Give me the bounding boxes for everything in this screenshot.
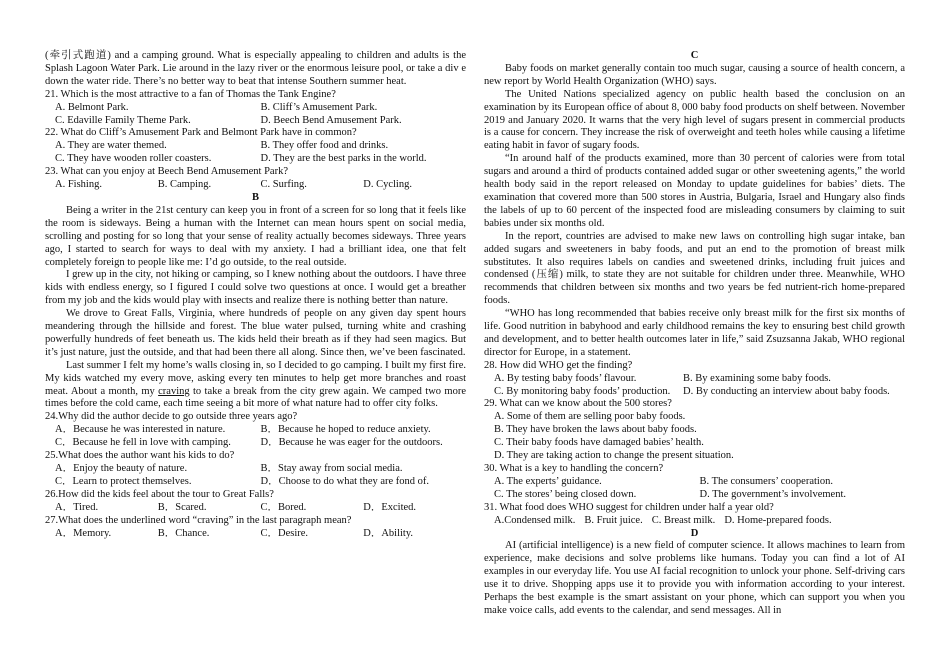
passage-c-para-1: Baby foods on market generally contain too much sugar, causing a source of health concern, a new report by World Health Organization (WHO) says.	[484, 62, 905, 87]
question-25: 25.What does the author want his kids to do?	[45, 450, 235, 462]
left-column	[45, 50, 466, 540]
passage-b-para-4	[45, 360, 466, 412]
option-30c: C. The stores’ being closed down.	[494, 488, 637, 500]
option-25a: A．Enjoy the beauty of nature.	[55, 463, 188, 474]
option-30a: A. The experts’ guidance.	[494, 475, 602, 487]
option-23b: B. Camping.	[157, 179, 212, 191]
option-23a: A. Fishing.	[55, 179, 102, 191]
question-23-options	[45, 179, 466, 192]
question-25-options	[45, 463, 466, 489]
section-b-heading: B	[251, 191, 259, 203]
right-column	[484, 50, 905, 618]
option-21a: A. Belmont Park.	[55, 101, 129, 113]
option-31a: A.Condensed milk.	[494, 514, 576, 526]
question-28: 28. How did WHO get the finding?	[484, 359, 633, 371]
option-30d: D. The government’s involvement.	[699, 488, 846, 500]
passage-d-para-1: AI (artificial intelligence) is a new field of computer science. It allows machines to learn from experience, make decisions and solve problems like humans. Today you can find a lot of AI examples in our everyday life. You use AI facial recognition to unlock your phone. Self-driving cars use it to drive. Shopping apps use it to provide you with information according to your interest. Perhaps the best example is the smart assistant on your phone, which can support you when you make voice calls, add events to the calendar, and send messages. All in	[484, 540, 905, 616]
option-25b: B．Stay away from social media.	[260, 463, 403, 474]
option-22d: D. They are the best parks in the world.	[260, 153, 427, 165]
option-28d: D. By conducting an interview about baby foods.	[683, 385, 890, 397]
option-24d: D．Because he was eager for the outdoors.	[260, 437, 443, 449]
passage-c-para-2: The United Nations specialized agency on public health based the conclusion on an examination by its European office of about 8, 000 baby food products on shelf between. November 2019 and January 2020. It warns that the very high level of sugars present in commercial products is a cause for concern. They increase the risk of overweight and teeth holes while causing a lifetime eating habit in favor of sugary foods.	[484, 88, 905, 152]
option-28c: C. By monitoring baby foods’ production.	[494, 385, 671, 397]
option-25c: C．Learn to protect themselves.	[55, 475, 192, 487]
question-21: 21. Which is the most attractive to a fan of Thomas the Tank Engine?	[45, 88, 336, 100]
option-27c: C．Desire.	[260, 527, 309, 539]
option-29a: A. Some of them are selling poor baby foods.	[494, 411, 686, 423]
option-24b: B．Because he hoped to reduce anxiety.	[260, 424, 431, 436]
question-22: 22. What do Cliff’s Amusement Park and Belmont Park have in common?	[45, 127, 357, 139]
option-22c: C. They have wooden roller coasters.	[55, 153, 212, 165]
question-31: 31. What food does WHO suggest for children under half a year old?	[484, 501, 774, 513]
option-26a: A．Tired.	[55, 501, 99, 513]
option-21d: D. Beech Bend Amusement Park.	[260, 114, 402, 126]
passage-b-para-3: We drove to Great Falls, Virginia, where hundreds of people on any given day spent hours meandering through the hillside and forest. The blue water pulsed, turning white and crashing powerfully hundreds of feet beneath us. The kids held their breath as if they had seen magics. But it’s just nature, just the outside, and that had been there all along. Since then, we’ve been fascinated.	[45, 308, 466, 358]
option-29c: C. Their baby foods have damaged babies’ health.	[494, 437, 704, 449]
question-29-options	[484, 411, 905, 463]
option-29d: D. They are taking action to change the present situation.	[494, 450, 734, 462]
option-23d: D. Cycling.	[363, 179, 412, 191]
option-21c: C. Edaville Family Theme Park.	[55, 114, 191, 126]
option-28a: A. By testing baby foods’ flavour.	[494, 372, 637, 384]
option-31d: D. Home-prepared foods.	[724, 514, 832, 526]
option-27a: A．Memory.	[55, 527, 112, 539]
option-30b: B. The consumers’ cooperation.	[699, 475, 833, 487]
section-c-heading: C	[690, 50, 699, 61]
option-21b: B. Cliff’s Amusement Park.	[260, 101, 378, 113]
passage-b-para-1: Being a writer in the 21st century can keep you in front of a screen for so long that it feels like the room is sideways. Being a human with the Internet can mean hours spent on social media, scrolling and posting for so long that your sense of reality actually becomes sideways. Three years ago, I started to search for ways to deal with my anxiety. I had a brilliant idea, one that felt completely foreign to people like me: I’d go outside, to the real outside.	[45, 204, 466, 268]
option-25d: D．Choose to do what they are fond of.	[260, 475, 430, 487]
question-27: 27.What does the underlined word “craving” in the last paragraph mean?	[45, 514, 352, 526]
question-30-options	[484, 476, 905, 502]
question-26: 26.How did the kids feel about the tour to Great Falls?	[45, 488, 274, 500]
option-22b: B. They offer food and drinks.	[260, 140, 389, 152]
question-23: 23. What can you enjoy at Beech Bend Amusement Park?	[45, 166, 288, 178]
underlined-word-craving: craving	[158, 385, 190, 397]
option-26b: B．Scared.	[157, 501, 207, 513]
option-26c: C．Bored.	[260, 501, 307, 513]
question-28-options	[484, 373, 905, 399]
section-d-heading: D	[690, 527, 699, 539]
passage-c-para-3: “In around half of the products examined, more than 30 percent of calories were from total sugars and around a third of products contained added sugar or other sweetening agents,” the world health body said in the report released on Monday to update guidelines for babies’ diets. The examination that covered more than 500 stores in Austria, Bulgaria, Israel and Hungary also finds the labels of up to 60 percent of the inspected food are misleading consumers by claiming to suit babies under six months old.	[484, 153, 905, 229]
question-29: 29. What can we know about the 500 stores?	[484, 398, 672, 410]
option-29b: B. They have broken the laws about baby foods.	[494, 424, 697, 436]
question-21-options	[45, 102, 466, 128]
question-27-options	[45, 528, 466, 541]
question-24-options	[45, 424, 466, 450]
option-28b: B. By examining some baby foods.	[683, 372, 831, 384]
para-4-text-start: Last summer I felt my home’s walls closing in, so I decided to go camping. I built my first fire. My kids watched my every move, asking every ten minutes to help get more branches and roast meat. About a month, my	[45, 359, 466, 397]
question-26-options	[45, 502, 466, 515]
option-24c: C．Because he fell in love with camping.	[55, 437, 231, 449]
option-26d: D．Excited.	[363, 501, 417, 513]
question-30: 30. What is a key to handling the concern?	[484, 463, 664, 474]
para-4-text-end: to take a break from the city grew again. We camped two more times before the cold came, each time seeing a bit more of what nature had to offer city folks.	[45, 385, 466, 410]
passage-a-tail: (牵引式跑道) and a camping ground. What is especially appealing to children and adults is the Splash Lagoon Water Park. Lie around in the lazy river or the enormous leisure pool, or take a div e down the water ride. There’s no better way to beat that intense Southern summer heat.	[45, 50, 466, 87]
question-31-options	[484, 515, 905, 528]
question-24: 24.Why did the author decide to go outside three years ago?	[45, 411, 298, 423]
option-22a: A. They are water themed.	[55, 140, 167, 152]
option-31b: B. Fruit juice.	[584, 514, 643, 526]
passage-c-para-5: “WHO has long recommended that babies receive only breast milk for the first six months of life. Good nutrition in babyhood and early childhood remains the key to ensuring best child growth and development, and to better health outcomes later in life,” said Zsuzsanna Jakab, WHO regional director for Europe, in a statement.	[484, 308, 905, 358]
option-27d: D．Ability.	[363, 527, 414, 539]
option-27b: B．Chance.	[157, 527, 210, 539]
passage-c-para-4: In the report, countries are advised to make new laws on controlling high sugar intake, ban added sugars and sweeteners in baby foods, and put an end to the promotion of breast milk substitutes. It also requires labels on candies and sweetened drinks, including fruit juices and condensed (压缩) milk, to state they are not suitable for children under three. Meanwhile, WHO recommends that children between six months and two years be fed nutrient-rich home-prepared foods.	[484, 230, 905, 307]
option-23c: C. Surfing.	[260, 179, 307, 191]
option-24a: A．Because he was interested in nature.	[55, 424, 226, 436]
option-31c: C. Breast milk.	[651, 514, 716, 526]
passage-b-para-2: I grew up in the city, not hiking or camping, so I knew nothing about the outdoors. I have three kids with endless energy, so I figured I could solve two questions at once. I would get a breather from my job and the kids would play with insects and realize there is nothing better than nature.	[45, 269, 466, 307]
question-22-options	[45, 140, 466, 166]
